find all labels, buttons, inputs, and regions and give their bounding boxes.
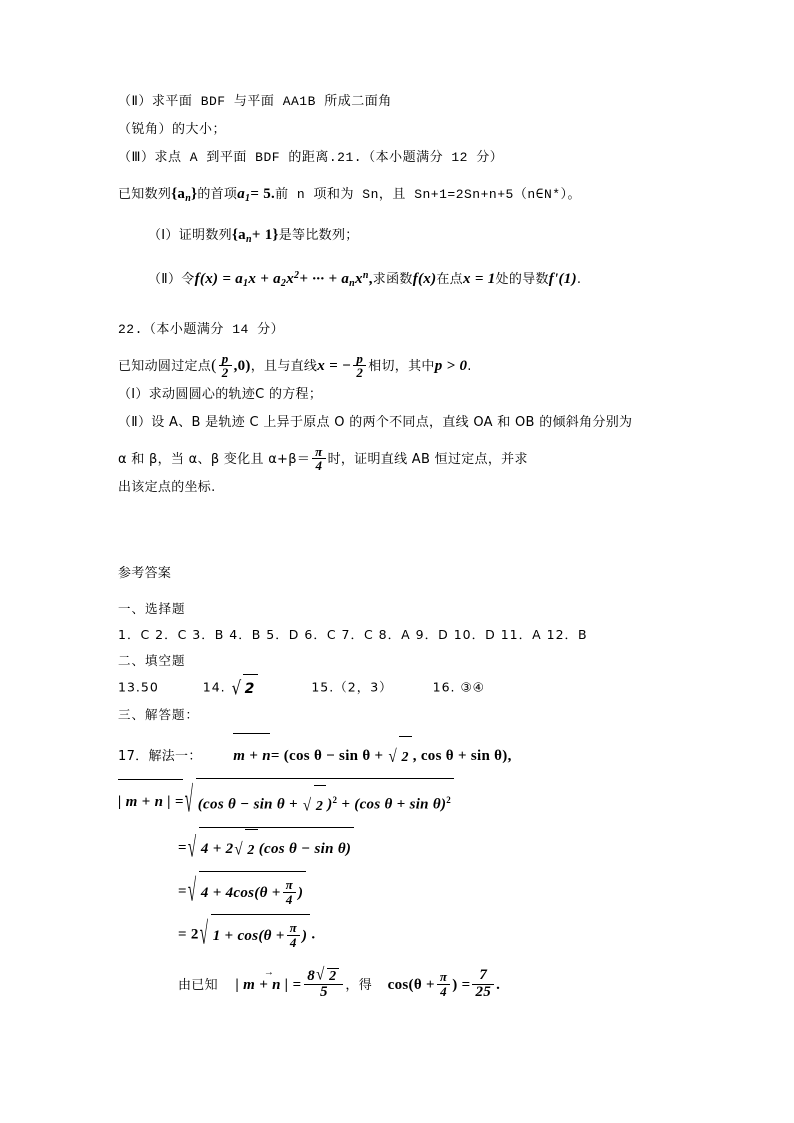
p22-pi-numerator: π	[315, 443, 323, 459]
q17-solution-line-2	[118, 778, 678, 826]
q17-rad-sup-2: 2	[446, 795, 452, 806]
q17-l4-fraction	[287, 921, 300, 949]
p21-ii-fx-sup2: 2	[294, 270, 300, 281]
p21-ii-label: （Ⅱ）令	[148, 272, 195, 287]
p22-p-positive: p > 0	[434, 358, 468, 374]
p21-ii-derivative: f'(1)	[548, 271, 577, 287]
p22-line-denominator: 2	[353, 365, 366, 380]
q17-solution-line-1	[118, 736, 678, 778]
p21-sequence-sub: n	[185, 193, 192, 204]
q17-l4-radical	[200, 914, 311, 957]
problem-20-part-ii-cont: （锐角）的大小；	[118, 122, 227, 137]
q17-l5-cos-close: ) =	[452, 976, 471, 993]
p21-a1-value: = 5.	[250, 186, 276, 202]
q17-l2-b: (cos θ − sin θ)	[258, 840, 352, 857]
p21-stem-text-b: 的首项	[197, 187, 238, 202]
problem-21-stem	[118, 180, 678, 213]
p21-ii-fx-def-3: x	[286, 271, 295, 287]
p21-i-expr-sub: n	[245, 234, 252, 245]
q17-l3-b: )	[298, 884, 304, 901]
q17-l4-b: )	[302, 927, 308, 944]
p21-ii-fx-supn: n	[362, 270, 369, 281]
q17-l5-num-radicand: 2	[327, 968, 339, 985]
q17-label: 17．解法一：	[118, 749, 202, 765]
q17-l4-equals: = 2	[178, 926, 199, 943]
q17-l3-equals: =	[178, 883, 187, 900]
q17-l4-den: 4	[287, 935, 300, 950]
p21-a1-sub: 1	[245, 193, 251, 204]
answers-section-3: 三、解答题：	[118, 707, 200, 723]
p21-ii-fx-comma: ,	[368, 271, 373, 287]
p22-line-numerator: p	[356, 350, 364, 366]
q17-l4-num: π	[289, 920, 298, 936]
q17-l2-radicand	[199, 827, 354, 871]
p21-ii-text-c: 在点	[436, 272, 463, 287]
problem-21-part-ii	[118, 262, 678, 298]
p21-stem-text-c: 前 n 项和为 Sn，且 Sn+1=2Sn+n+5（n∈N*）。	[275, 187, 582, 202]
q17-l5-cos-num: π	[439, 969, 448, 985]
p21-ii-fx-def-2: x + a	[248, 271, 281, 287]
p21-ii-text-d: 处的导数	[495, 272, 549, 287]
p21-i-expr-open: {a	[231, 227, 246, 243]
document-content	[118, 88, 678, 1006]
p21-a1-symbol: a	[237, 186, 246, 202]
p21-sequence-close: }	[191, 186, 198, 202]
answer-16: 16. ③④	[432, 679, 485, 695]
q17-l4-radicand	[211, 914, 311, 957]
q17-eq1-b: , cos θ + sin θ),	[412, 748, 512, 765]
answers-title: 参考答案	[118, 566, 172, 582]
answers-section-1: 一、选择题	[118, 601, 186, 617]
p22-ii-alpha-beta: α 和 β，当 α、β 变化且 α+β＝	[118, 452, 311, 468]
p22-point-rest: ,0)	[233, 358, 251, 374]
q17-inner-radical	[303, 785, 326, 827]
q17-solution-line-5	[118, 914, 678, 957]
q17-l5-result-num: 7	[479, 967, 488, 984]
p22-ii-text-c: 时，证明直线 AB 恒过定点，并求	[327, 452, 528, 468]
q17-rad-b: )	[327, 796, 333, 813]
q17-big-radicand	[196, 778, 454, 826]
answers-multiple-choice: 1．C 2．C 3．B 4．B 5．D 6．C 7．C 8．A 9．D 10．D 11．A 12．B	[118, 627, 588, 643]
q17-eq1-a: = (cos θ − sin θ +	[270, 748, 388, 765]
q17-magnitude-lhs: | m + n | =	[118, 782, 184, 822]
q17-l4-a: 1 + cos(θ +	[212, 927, 285, 944]
p21-ii-fx-def-5: x	[355, 271, 363, 287]
q17-l5-num-coef: 8	[307, 967, 316, 984]
p21-i-expr-rest: + 1}	[251, 227, 279, 243]
answer-13: 13.50	[118, 679, 159, 695]
q17-l2-radical	[188, 827, 354, 871]
p22-point-denominator: 2	[219, 365, 232, 380]
q17-l5-numerator	[304, 968, 343, 985]
problem-20-part-iii: （Ⅲ）求点 A 到平面 BDF 的距离.21.（本小题满分 12 分）	[118, 150, 504, 165]
q17-l3-radicand	[199, 871, 306, 914]
p22-line-fraction	[353, 352, 366, 380]
p22-point-fraction	[219, 352, 232, 380]
p22-pi-over-four	[312, 445, 325, 473]
answers-fill-blanks	[118, 674, 678, 702]
q17-eq1-radicand: 2	[399, 736, 411, 778]
problem-22-part-ii-a: （Ⅱ）设 A、B 是轨迹 C 上异于原点 O 的两个不同点，直线 OA 和 OB 的倾斜角分别为	[118, 415, 633, 431]
q17-l5-magnitude: | m + n | = →	[236, 965, 302, 1005]
problem-22-part-ii-b	[118, 445, 678, 474]
q17-l3-a: 4 + 4cos(θ +	[200, 884, 281, 901]
p21-i-label: （Ⅰ）证明数列	[148, 228, 232, 243]
problem-21-part-i	[118, 221, 678, 254]
p21-ii-fx-ref: f(x)	[412, 271, 437, 287]
q17-big-radical	[185, 778, 454, 826]
problem-22-title: 22.（本小题满分 14 分）	[118, 322, 285, 337]
q17-l2-inner-radical	[234, 829, 257, 871]
answer-14-radical	[232, 674, 259, 702]
q17-l2-inner-radicand: 2	[245, 829, 257, 871]
q17-inner-radicand: 2	[314, 785, 326, 827]
p21-ii-x-eq-1: x = 1	[462, 271, 496, 287]
q17-l5-cos-fraction	[437, 970, 450, 998]
q17-solution-line-3	[118, 827, 678, 871]
q17-rad-a: (cos θ − sin θ +	[197, 796, 302, 813]
p22-four-denominator: 4	[312, 458, 325, 473]
p21-ii-fx-sub1: 1	[243, 278, 249, 289]
answer-15: 15.（2，3）	[311, 679, 393, 695]
q17-l4-period: .	[311, 926, 316, 943]
q17-l3-fraction	[283, 878, 296, 906]
q17-l5-cos-open: cos(θ +	[387, 976, 435, 993]
p21-ii-text-b: 求函数	[372, 272, 413, 287]
answers-section-2: 二、填空题	[118, 653, 186, 669]
p22-paren-open: (	[211, 357, 217, 374]
q17-l5-num-radical	[316, 968, 339, 985]
q17-eq1-radical	[388, 736, 411, 778]
problem-20-part-ii: （Ⅱ）求平面 BDF 与平面 AA1B 所成二面角	[118, 94, 392, 109]
p22-text-c: 相切，其中	[368, 359, 435, 374]
answer-14-value: 2	[243, 674, 259, 702]
p22-line-equation: x = −	[317, 358, 352, 374]
p21-i-text: 是等比数列；	[278, 228, 359, 243]
p22-point-numerator: p	[221, 350, 229, 366]
p21-sequence-open: {a	[171, 186, 186, 202]
q17-l3-den: 4	[283, 892, 296, 907]
q17-l2-equals: =	[178, 839, 187, 856]
q17-l3-num: π	[285, 877, 293, 893]
q17-l5-text-b: ，得	[345, 977, 373, 993]
q17-vector-sum: m + n	[233, 736, 271, 776]
p22-text-b: ，且与直线	[250, 359, 318, 374]
q17-rad-c: + (cos θ + sin θ)	[337, 796, 447, 813]
q17-l2-a: 4 + 2	[200, 840, 234, 857]
p21-ii-fx-sub2: 2	[280, 278, 287, 289]
p22-text-a: 已知动圆过定点	[118, 359, 212, 374]
q17-rad-sup-1: 2	[332, 795, 338, 806]
q17-l5-result-fraction	[472, 968, 494, 1001]
problem-22-part-i: （Ⅰ）求动圆圆心的轨迹C 的方程；	[118, 387, 323, 403]
p21-stem-text-a: 已知数列	[118, 187, 172, 202]
problem-22-stem	[118, 352, 678, 381]
p21-ii-fx-def-1: f(x) = a	[194, 271, 244, 287]
q17-l5-given-label: 由已知	[178, 977, 218, 993]
answer-14-label: 14.	[202, 679, 226, 695]
q17-l5-result-den: 25	[472, 984, 494, 1001]
q17-l5-denominator: 5	[304, 984, 343, 1001]
q17-l5-period: .	[496, 976, 501, 993]
p21-ii-fx-def-4: + ··· + a	[299, 271, 350, 287]
p21-ii-period: .	[576, 272, 582, 287]
q17-l5-fraction	[304, 968, 343, 1001]
problem-22-part-ii-d: 出该定点的坐标.	[118, 480, 216, 496]
q17-l5-cos-den: 4	[437, 984, 450, 999]
p21-ii-fx-sub3: n	[349, 278, 356, 289]
p22-period: .	[467, 359, 472, 374]
